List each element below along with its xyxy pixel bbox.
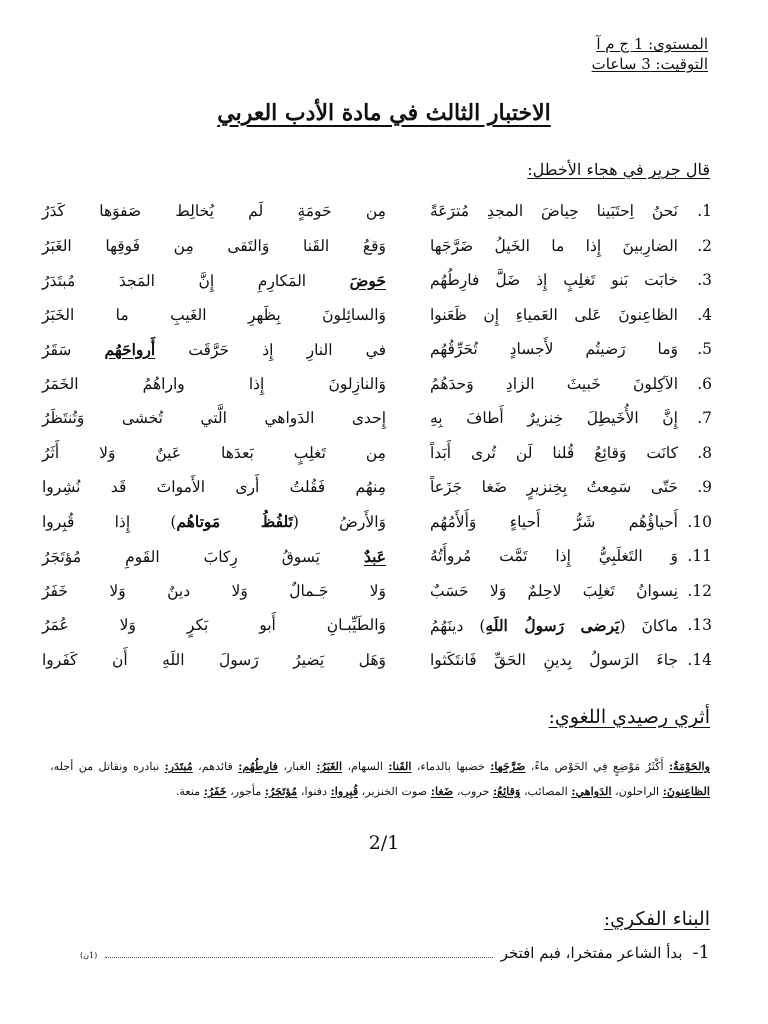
lexicon-term: مُبتَدَر:	[164, 759, 193, 773]
verse	[42, 367, 712, 402]
page-number: 2/1	[368, 832, 400, 854]
lexicon-definition: أَكْثَرُ مَوْضِعٍ فِي الحَوْض ماءً،	[525, 760, 669, 773]
answer-line	[105, 947, 492, 958]
lexicon-term: الغَبَرُ:	[316, 759, 343, 773]
lexicon-definition: المصائب،	[520, 785, 572, 798]
highlighted-phrase: عَبدٌ	[363, 546, 386, 566]
verse	[42, 643, 712, 678]
lexicon-term: خَفَرُ:	[203, 784, 227, 798]
verse	[42, 436, 712, 471]
lexicon-heading: أثري رصيدي اللغوي:	[548, 706, 710, 728]
poem	[42, 194, 712, 677]
verse-number: 6.	[697, 374, 712, 393]
verse-first-hemistich: كانَت وَقائِعُ قُلنا لَن تُرى أَبَداً	[430, 443, 678, 462]
verse-text: ) دينَهُمُ	[430, 616, 486, 635]
lexicon-term: وَقائِعُ:	[493, 784, 521, 798]
lexicon-definition: دفنوا،	[297, 785, 331, 798]
verse-number: 12.	[687, 581, 712, 600]
verse	[42, 229, 712, 264]
verse	[42, 470, 712, 505]
verse-text: سَقَرُ	[42, 340, 105, 359]
verse-text: يَسوقُ رِكابَ القَومِ مُؤتَجَرُ	[42, 547, 364, 566]
verse-number: 11.	[687, 547, 712, 566]
verse-first-hemistich: نِسوانُ تَغلِبَ لاحِلمٌ وَلا حَسَبٌ	[430, 581, 678, 600]
verse	[42, 332, 712, 367]
lexicon-definition: خضبها بالدماء،	[411, 760, 491, 773]
poem-intro: قال جرير في هجاء الأخطل:	[527, 160, 710, 179]
verse	[42, 608, 712, 643]
lexicon-term: الظاعِنونَ:	[662, 784, 710, 798]
verse-first-hemistich: أَحياؤُهُم شَرُّ أَحياءٍ وَأَلأَمُهُم	[430, 512, 678, 531]
verse-second-hemistich: مِن حَومَةٍ لَم يُخالِط صَفوَها كَدَرُ	[42, 202, 386, 221]
verse-number: 2.	[697, 236, 712, 255]
verse-number: 1.	[697, 202, 712, 221]
section-heading: البناء الفكري:	[603, 908, 710, 930]
lexicon-term: فارِطُهُم:	[238, 759, 279, 773]
lexicon-definition: الغبار،	[278, 760, 317, 773]
verse-number: 8.	[697, 443, 712, 462]
verse-first-hemistich	[430, 616, 678, 635]
highlighted-phrase: يَرضى رَسولُ اللَهِ	[485, 615, 620, 635]
verse-number: 3.	[697, 271, 712, 290]
verse-second-hemistich: وَالسائِلونَ بِظَهرِ الغَيبِ ما الخَبَرُ	[42, 305, 386, 324]
verse-number: 10.	[687, 512, 712, 531]
question-number: 1-	[692, 942, 710, 963]
verse-number: 4.	[697, 305, 712, 324]
verse-text: ) إِذا قُبِروا	[42, 513, 177, 532]
verse-second-hemistich: وَقعُ القَنا وَالتَقى مِن فَوقِها الغَبَرُ	[42, 236, 386, 255]
verse	[42, 505, 712, 540]
lexicon-term: الدَواهي:	[571, 784, 612, 798]
verse-text: وَالأَرضُ (	[292, 513, 386, 532]
verse-second-hemistich	[42, 547, 386, 566]
verse-second-hemistich: وَهَل يَضيرُ رَسولَ اللَهِ أَن كَفَروا	[42, 650, 386, 669]
lexicon-definition: منعة.	[175, 785, 204, 798]
verse-second-hemistich: مِنهُم فَقُلتُ أَرى الأَمواتَ قَد نُشِروا	[42, 478, 386, 497]
verse-number: 14.	[687, 650, 712, 669]
verse-second-hemistich	[42, 271, 386, 290]
lexicon	[50, 754, 710, 804]
duration-label: التوقيت: 3 ساعات	[591, 55, 708, 73]
lexicon-definition: مأجور،	[226, 785, 265, 798]
lexicon-term: ضَغا:	[430, 784, 454, 798]
verse-text: المَكارِمِ إِنَّ المَجدَ مُبتَدَرُ	[42, 271, 350, 290]
highlighted-phrase: تَلفُظُ مَوتاهُم	[176, 512, 293, 532]
verse-number: 13.	[687, 616, 712, 635]
verse	[42, 574, 712, 609]
page-title: الاختبار الثالث في مادة الأدب العربي	[217, 100, 551, 126]
verse-first-hemistich: الضارِبينَ إِذا ما الخَيلُ ضَرَّجَها	[430, 236, 678, 255]
lexicon-term: والحَوْمَةُ:	[668, 759, 711, 773]
verse	[42, 298, 712, 333]
highlighted-phrase: أَرواحَهُم	[104, 339, 156, 359]
question-1	[80, 942, 710, 963]
lexicon-definition: السهام،	[342, 760, 389, 773]
verse-text: في النارِ إِذ حَرَّقَت	[155, 340, 386, 359]
verse-second-hemistich: وَلا جَـمالٌ وَلا دينٌ وَلا خَفَرُ	[42, 581, 386, 600]
lexicon-term: قُبِروا:	[330, 784, 359, 798]
verse-first-hemistich: وَما رَضيتُم لأَجسادٍ تُحَرِّقُهُم	[430, 340, 678, 359]
verse	[42, 263, 712, 298]
verse-text: ماكانَ (	[619, 616, 679, 635]
verse-first-hemistich: حَتّى سَمِعتُ بِخِنزيرٍ ضَغا جَزَعاً	[430, 478, 678, 497]
highlighted-phrase: حَوضَ	[349, 270, 386, 290]
verse	[42, 194, 712, 229]
verse-second-hemistich: وَالنازِلونَ إِذا واراهُمُ الخَمَرُ	[42, 374, 386, 393]
exam-meta	[592, 34, 708, 74]
lexicon-definition: قائدهم،	[192, 760, 239, 773]
verse-second-hemistich	[42, 512, 386, 531]
level-label: المستوى: 1 ج م آ	[596, 35, 708, 53]
question-text: بدأ الشاعر مفتخرا، فبم افتخر	[500, 944, 683, 962]
verse-number: 9.	[697, 478, 712, 497]
lexicon-definition: صوت الخنزير،	[358, 785, 431, 798]
verse-first-hemistich: وَ التَغلَبِيُّ إِذا تَمَّت مُروأَتُهُ	[430, 547, 678, 566]
question-mark: (1ن)	[80, 951, 98, 960]
verse-first-hemistich: نَحنُ اِحتَبَينا حِياضَ المجدِ مُترَعَةً	[430, 202, 678, 221]
verse-first-hemistich: جاءَ الرَسولُ بِدينِ الحَقِّ فَانتَكَثوا	[430, 650, 678, 669]
lexicon-definition: الراحلون،	[611, 785, 663, 798]
verse	[42, 539, 712, 574]
lexicon-definition: حروب،	[453, 785, 494, 798]
verse-first-hemistich: الآكِلونَ خَبيثَ الزادِ وَحدَهُمُ	[430, 374, 678, 393]
lexicon-term: مُؤتَجَرُ:	[264, 784, 298, 798]
verse-second-hemistich: وَالطَيِّبـانِ أَبو بَكرٍ وَلا عُمَرُ	[42, 616, 386, 635]
verse-first-hemistich: الظاعِنونَ عَلى العَمياءِ إِن ظَعَنوا	[430, 305, 678, 324]
verse-first-hemistich: إِنَّ الأُخَيطِلَ خِنزيرٌ أَطافَ بِهِ	[430, 409, 678, 428]
verse-second-hemistich: مِن تَغلِبٍ بَعدَها عَينٌ وَلا أَثَرُ	[42, 443, 386, 462]
lexicon-term: القَنا:	[388, 759, 412, 773]
lexicon-definition: نبادره ونقاتل من أجله،	[50, 760, 165, 773]
verse-number: 7.	[697, 409, 712, 428]
verse-second-hemistich: إِحدى الدَواهي الَّتي تُخشى وَتُنتَظَرُ	[42, 409, 386, 428]
verse-second-hemistich	[42, 340, 386, 359]
lexicon-term: ضَرَّجَها:	[490, 759, 526, 773]
verse	[42, 401, 712, 436]
verse-number: 5.	[697, 340, 712, 359]
verse-first-hemistich: خابَت بَنو تَغلِبٍ إِذ ضَلَّ فارِطُهُم	[430, 271, 678, 290]
